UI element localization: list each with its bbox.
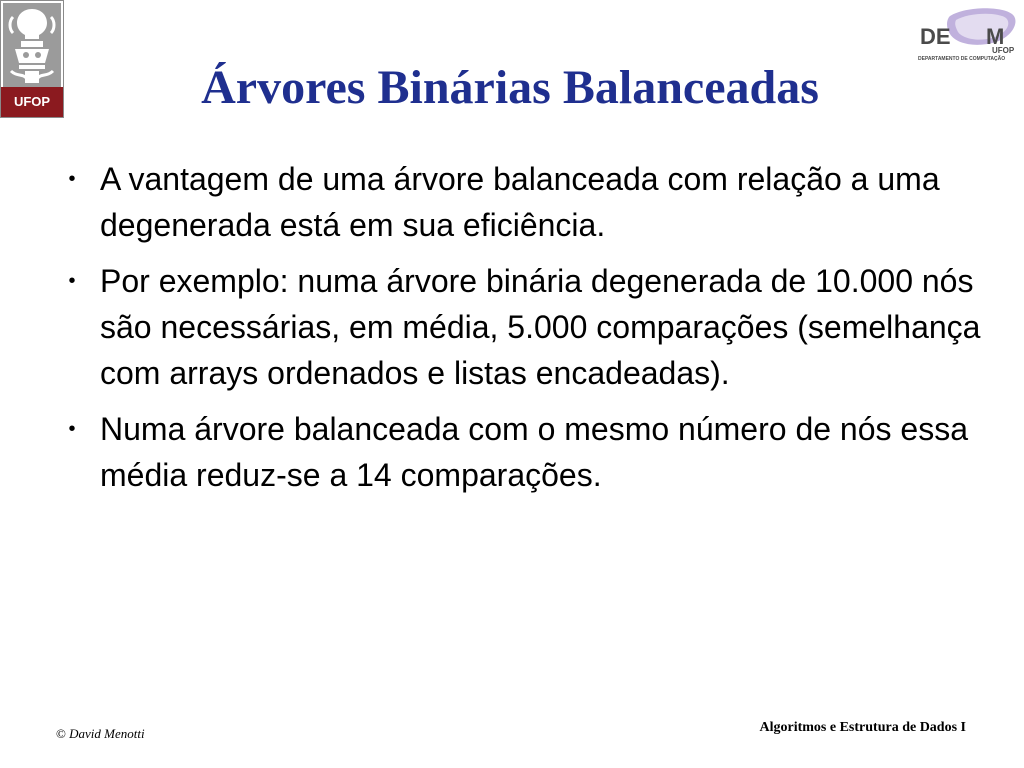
decom-de: DE <box>920 24 951 49</box>
bullet-list <box>62 156 982 508</box>
decom-subtitle: DEPARTAMENTO DE COMPUTAÇÃO <box>918 56 1006 62</box>
bullet-text: Por exemplo: numa árvore binária degenerada de 10.000 nós são necessárias, em média, 5.000 comparações (semelhança com arrays ordenados e listas encadeadas). <box>100 263 981 391</box>
bullet-dot: • <box>68 418 76 440</box>
bullet-item-3 <box>62 406 982 498</box>
ufop-emblem-icon <box>3 3 61 87</box>
bullet-text: Numa árvore balanceada com o mesmo número de nós essa média reduz-se a 14 comparações. <box>100 411 968 493</box>
decom-m: M <box>986 24 1005 49</box>
bullet-item-1 <box>62 156 982 248</box>
bullet-item-2 <box>62 258 982 396</box>
footer-course: Algoritmos e Estrutura de Dados I <box>759 720 966 735</box>
ufop-logo <box>0 0 64 118</box>
copyright-symbol: © <box>56 726 66 741</box>
decom-letters <box>920 24 1005 50</box>
bullet-dot: • <box>68 168 76 190</box>
bullet-dot: • <box>68 270 76 292</box>
bullet-text: A vantagem de uma árvore balanceada com relação a uma degenerada está em sua eficiência. <box>100 161 940 243</box>
ufop-label: UFOP <box>1 87 63 117</box>
author-name: David Menotti <box>69 726 145 741</box>
slide-title: Árvores Binárias Balanceadas <box>201 61 819 114</box>
decom-ufop: UFOP <box>992 46 1015 55</box>
decom-logo <box>916 6 1022 64</box>
footer-author <box>56 726 145 742</box>
